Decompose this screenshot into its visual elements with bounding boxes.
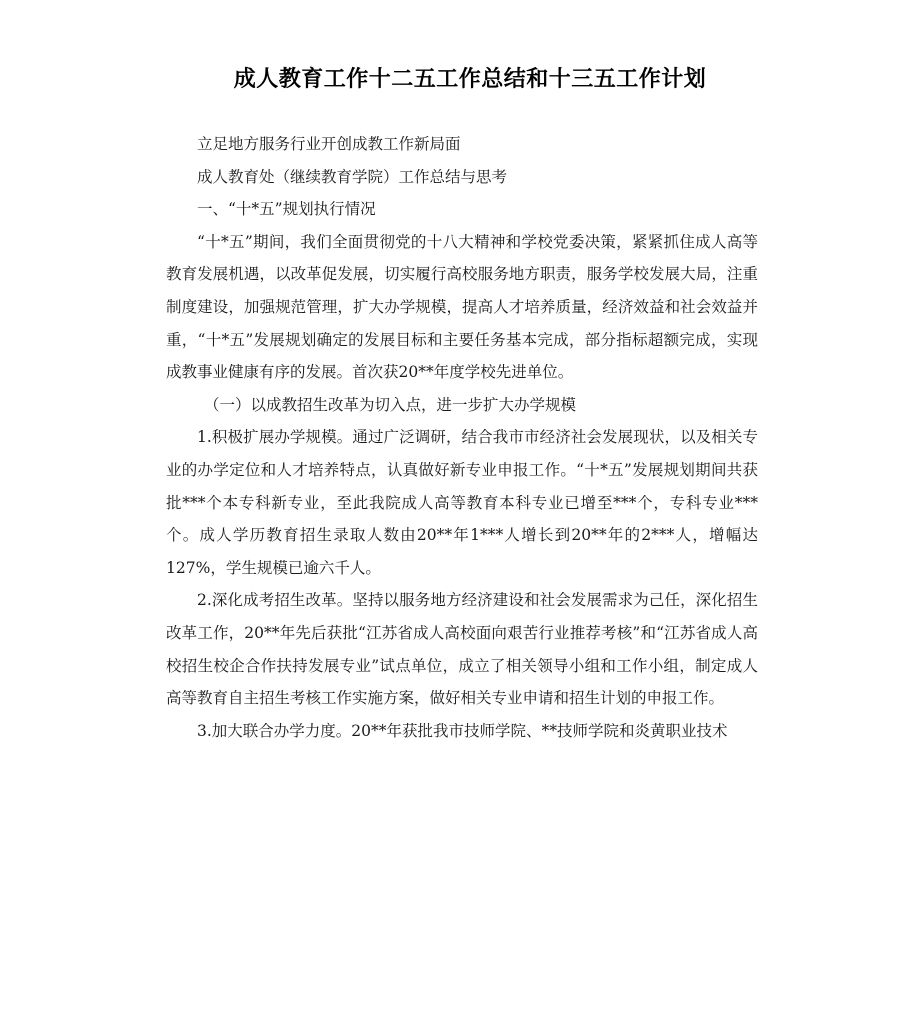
section-heading: 一、“十*五”规划执行情况 [197,200,376,219]
subsection-heading: （一）以成教招生改革为切入点，进一步扩大办学规模 [204,395,577,414]
body-paragraph: 3.加大联合办学力度。20**年获批我市技师学院、**技师学院和炎黄职业技术 [197,721,728,740]
subtitle-line: 成人教育处（继续教育学院）工作总结与思考 [197,167,508,186]
document-body [166,128,758,747]
body-paragraph: 1.积极扩展办学规模。通过广泛调研，结合我市市经济社会发展现状，以及相关专业的办学定位和人才培养特点，认真做好新专业申报工作。“十*五”发展规划期间共获批***个本专科新专业，至此我院成人高等教育本科专业已增至***个，专科专业***个。成人学历教育招生录取人数由20**年1***人增长到20**年的2***人，增幅达127%，学生规模已逾六千人。 [166,428,758,577]
body-paragraph: “十*五”期间，我们全面贯彻党的十八大精神和学校党委决策，紧紧抓住成人高等教育发展机遇，以改革促发展，切实履行高校服务地方职责，服务学校发展大局，注重制度建设，加强规范管理，扩大办学规模，提高人才培养质量，经济效益和社会效益并重，“十*五”发展规划确定的发展目标和主要任务基本完成，部分指标超额完成，实现成教事业健康有序的发展。首次获20**年度学校先进单位。 [166,232,758,382]
body-paragraph: 2.深化成考招生改革。坚持以服务地方经济建设和社会发展需求为己任，深化招生改革工作，20**年先后获批“江苏省成人高校面向艰苦行业推荐考核”和“江苏省成人高校招生校企合作扶持发展专业”试点单位，成立了相关领导小组和工作小组，制定成人高等教育自主招生考核工作实施方案，做好相关专业申请和招生计划的申报工作。 [166,591,758,708]
document-title: 成人教育工作十二五工作总结和十三五工作计划 [233,67,707,92]
subtitle-line: 立足地方服务行业开创成教工作新局面 [197,135,461,153]
